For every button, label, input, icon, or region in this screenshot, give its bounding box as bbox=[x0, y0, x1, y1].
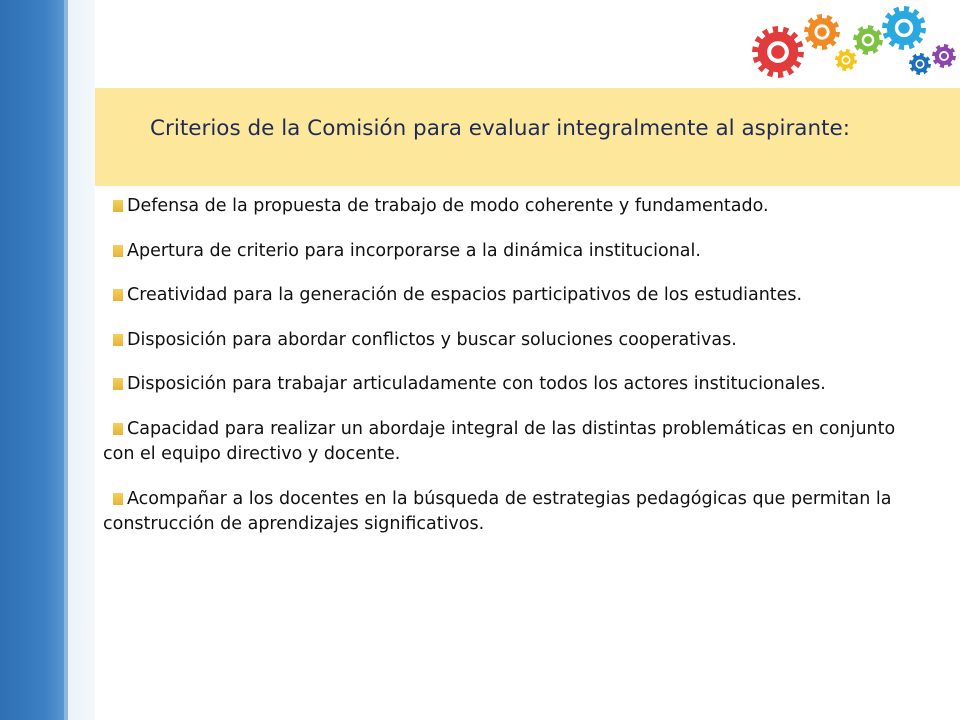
bullet-square-icon bbox=[113, 493, 123, 505]
list-item: Capacidad para realizar un abordaje integral de las distintas problemáticas en conjunto con el equipo directivo y docente. bbox=[103, 418, 896, 464]
bullet-square-icon bbox=[113, 245, 123, 257]
gear-axle bbox=[843, 57, 849, 63]
gear-axle bbox=[771, 45, 785, 59]
sidebar-edge bbox=[64, 0, 68, 720]
gear-axle bbox=[817, 27, 826, 36]
list-item: Disposición para trabajar articuladamente con todos los actores institucionales. bbox=[103, 372, 913, 398]
gear-axle bbox=[864, 36, 872, 44]
gear-axle bbox=[941, 53, 947, 59]
list-item: Defensa de la propuesta de trabajo de modo coherente y fundamentado. bbox=[103, 194, 913, 220]
criteria-list bbox=[103, 194, 913, 557]
bullet-square-icon bbox=[113, 200, 123, 212]
slide-title: Criterios de la Comisión para evaluar integralmente al aspirante: bbox=[150, 116, 850, 141]
bullet-square-icon bbox=[113, 423, 123, 435]
gear-axle bbox=[898, 22, 909, 33]
bullet-square-icon bbox=[113, 378, 123, 390]
sidebar-dark-stripe bbox=[0, 0, 64, 720]
gear-axle bbox=[917, 61, 923, 67]
gears-icon bbox=[742, 0, 960, 90]
bullet-square-icon bbox=[113, 334, 123, 346]
bullet-square-icon bbox=[113, 289, 123, 301]
list-item: Acompañar a los docentes en la búsqueda de estrategias pedagógicas que permitan la construcción de aprendizajes significativos. bbox=[103, 488, 892, 534]
list-item: Creatividad para la generación de espacios participativos de los estudiantes. bbox=[103, 283, 913, 309]
list-item: Disposición para abordar conflictos y buscar soluciones cooperativas. bbox=[103, 328, 913, 354]
list-item: Apertura de criterio para incorporarse a la dinámica institucional. bbox=[103, 239, 913, 265]
